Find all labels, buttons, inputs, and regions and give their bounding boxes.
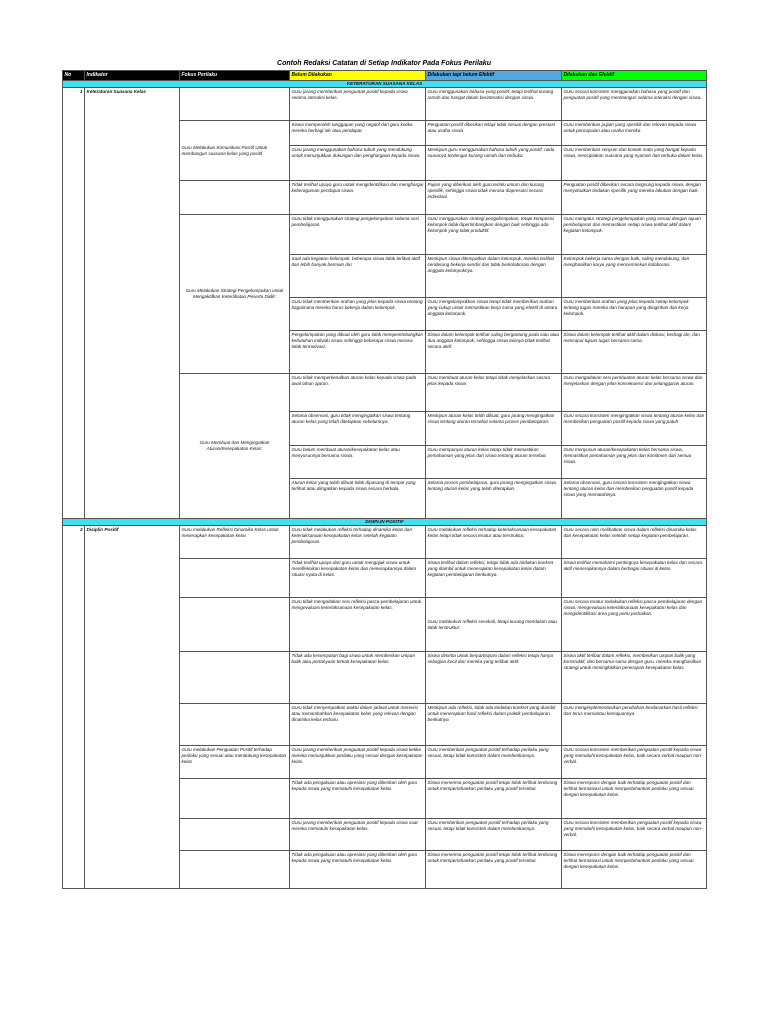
table-cell: Guru mengadakan sesi pembuatan aturan kelas bersama siswa dan menjelaskan dengan jelas konsekuensi dari pelanggaran aturan. [562,374,707,412]
table-cell: Guru memberikan senyum dan kontak mata yang hangat kepada siswa, menciptakan suasana yang nyaman dan terbuka dalam kelas. [562,146,707,181]
table-cell: Siswa menerima penguatan positif tetapi tidak terlihat terdorong untuk mempertahankan perilaku yang positif tersebut. [426,851,562,889]
table-cell: Siswa merespons dengan baik terhadap penguatan positif dan terlihat termotivasi untuk mempertahankan perilaku yang sesuai dengan kesepakatan kelas. [562,851,707,889]
header-row [63,71,707,81]
fokus-cell [180,181,290,215]
table-cell: Meskipun aturan kelas telah dibuat, guru jarang mengingatkan siswa tentang aturan tersebut selama proses pembelajaran. [426,412,562,446]
fokus-cell: Guru melakukan Refleksi Dinamika Kelas untuk menerapkan kesepakatan kelas [180,526,290,559]
table-cell: Guru memberikan penguatan positif terhadap perilaku yang sesuai, tetapi tidak konsisten dalam memberikannya. [426,819,562,851]
section-band-2 [63,519,707,526]
table-cell: Siswa diminta untuk berpartisipasi dalam refleksi tetapi hanya sebagian kecil dari mereka yang terlibat aktif. [426,652,562,704]
table-cell: Guru memberikan arahan yang jelas kepada setiap kelompok tentang tugas mereka dan harapan yang diinginkan dari kerja kelompok. [562,298,707,331]
fokus-cell [180,851,290,889]
fokus-cell [180,559,290,598]
fokus-cell [180,652,290,704]
table-cell: Guru menyusun aturan/kesepakatan kelas bersama siswa, memastikan pemahaman yang jelas dan komitmen dari semua siswa. [562,446,707,479]
section-band-label: DISIPLIN POSITIF [63,519,707,526]
table-cell: Guru secara konsisten memberikan penguatan positif kepada siswa yang mematuhi kesepakatan kelas, baik secara verbal maupun non-verbal. [562,819,707,851]
table-cell: Guru melakukan refleksi sesekali, tetapi kurang mendalam atau tidak terstruktur. [426,598,562,652]
indikator-cell: Disiplin Positif [85,526,180,889]
table-row [63,526,707,559]
table-cell: Siswa dalam kelompok terlihat saling bergantung pada satu atau dua anggota kelompok, sehingga siswa lainnya tidak terlibat secara aktif. [426,331,562,374]
table-cell: Selama observasi, guru tidak mengingatkan siswa tentang aturan kelas yang telah ditetapkan sebelumnya. [290,412,426,446]
fokus-cell [180,88,290,121]
table-cell: Guru jarang menggunakan bahasa tubuh yang mendukung untuk menunjukkan dukungan dan penghargaan kepada siswa. [290,146,426,181]
table-cell: Guru secara konsisten menggunakan bahasa yang positif dan penguatan positif yang membangun selama interaksi dengan siswa. [562,88,707,121]
table-cell: Siswa terlibat dalam refleksi, tetapi tidak ada tindakan konkret yang diambil untuk menerapkan kesepakatan kelas dalam kegiatan pembelajaran berikutnya. [426,559,562,598]
table-cell: Guru tidak menyempatkan waktu dalam jadwal untuk merevisi atau menambahkan kesepakatan kelas yang relevan dengan dinamika kelas terbaru. [290,704,426,746]
table-cell: Siswa menerima penguatan positif tetapi tidak terlihat terdorong untuk mempertahankan perilaku yang positif tersebut. [426,779,562,819]
table-row [63,88,707,121]
fokus-cell [180,819,290,851]
table-cell: Guru menggunakan strategi pengelompokan, tetapi komposisi kelompok tidak dipertimbangkan dengan baik sehingga ada kelompok yang tidak produktif. [426,215,562,255]
fokus-cell [180,704,290,746]
table-cell: Guru secara teratur melakukan refleksi pasca-pembelajaran dengan siswa, mengevaluasi keterlaksanaan kesepakatan kelas dan mengidentifikasi area yang perlu perbaikan. [562,598,707,652]
table-cell: Guru mengatur strategi pengelompokan yang sesuai dengan tujuan pembelajaran dan memastikan setiap siswa terlibat aktif dalam kegiatan kelompok. [562,215,707,255]
table-cell: Siswa memperoleh tanggapan yang negatif dari guru ketika mereka berbagi ide atau pendapat. [290,121,426,146]
fokus-cell [180,779,290,819]
table-cell: Siswa dalam kelompok terlihat aktif dalam diskusi, berbagi ide, dan mencapai tujuan tugas bersama-sama. [562,331,707,374]
table-cell: Guru membuat aturan kelas tetapi tidak menjelaskan secara jelas kepada siswa [426,374,562,412]
table-cell: Pujian yang diberikan oleh guru terlalu umum dan kurang spesifik, sehingga siswa tidak merasa diapresiasi secara individual. [426,181,562,215]
table-cell: Pengelompokan yang dibuat oleh guru tidak mempertimbangkan kebutuhan individu siswa sehingga beberapa siswa merasa tidak termotivasi. [290,331,426,374]
table-cell: Aturan kelas yang telah dibuat tidak dipasang di tempat yang terlihat atau diingatkan kepada siswa secara berkala. [290,479,426,519]
table-cell: Guru belum membuat aturan/kesepakatan kelas atau menyusunnya bersama siswa. [290,446,426,479]
table-cell: Saat ada kegiatan kelompok, beberapa siswa tidak terlibat aktif dan lebih banyak bermain diri. [290,255,426,298]
table-cell: Guru memberikan pujian yang spesifik dan relevan kepada siswa untuk pencapaian atau usaha mereka [562,121,707,146]
header-indikator: Indikator [85,71,180,81]
table-cell: Guru secara konsisten mengingatkan siswa tentang aturan kelas dan memberikan penguatan positif kepada siswa yang patuh [562,412,707,446]
rubric-table [62,70,707,889]
section-band-1 [63,81,707,88]
table-cell: Meskipun ada refleksi, tidak ada tindakan konkret yang diambil untuk menerapkan hasil refleksi dalam praktik pembelajaran berikutnya [426,704,562,746]
table-cell: Penguatan positif diberikan secara langsung kepada siswa, dengan menyebutkan tindakan spesifik yang mereka lakukan dengan baik. [562,181,707,215]
row-number: 2 [63,526,85,889]
table-cell: Guru melakukan refleksi terhadap keterlaksanaan kesepakatan kelas tetapi tidak secara teratur atau terstruktur. [426,526,562,559]
fokus-cell [180,598,290,652]
table-cell: Meskipun siswa ditempatkan dalam kelompok, mereka terlihat cenderung bekerja sendiri dan tidak berkolaborasi dengan anggota kelompoknya. [426,255,562,298]
table-cell: Guru mengelompokkan siswa tetapi tidak memberikan arahan yang cukup untuk memastikan kerja sama yang efektif di antara anggota kelompok. [426,298,562,331]
header-no: No [63,71,85,81]
table-cell: Tidak terlihat upaya dari guru untuk mengajak siswa untuk merefleksikan kesepakatan kelas dan menerapkannya dalam situasi nyata di kelas. [290,559,426,598]
table-cell: Guru memberikan penguatan positif terhadap perilaku yang sesuai, tetapi tidak konsisten dalam memberikannya. [426,746,562,779]
header-belum: Belum Dilakukan [290,71,426,81]
table-cell: Guru jarang memberikan penguatan positif kepada siswa saat mereka mematuhi kesepakatan kelas. [290,819,426,851]
table-cell: Tidak terlihat upaya guru untuk mengidentifikasi dan menghargai keberagaman pendapat siswa. [290,181,426,215]
indikator-cell: Keteraturan Suasana Kelas [85,88,180,519]
table-cell: Guru jarang memberikan penguatan positif kepada siswa selama interaksi kelas. [290,88,426,121]
table-cell: Siswa terlihat memahami pentingnya kesepakatan kelas dan secara aktif menerapkannya dalam berbagai situasi di kelas. [562,559,707,598]
table-cell: Selama observasi, guru secara konsisten mengingatkan siswa tentang aturan kelas dan memberikan penguatan positif kepada siswa yang mematuhinya. [562,479,707,519]
table-cell: Guru secara rutin melibatkan siswa dalam refleksi dinamika kelas dan kesepakatan kelas setelah setiap kegiatan pembelajaran. [562,526,707,559]
table-cell: Guru menggunakan bahasa yang positif, tetapi terlihat kurang ramah dan hangat dalam berinteraksi dengan siswa. [426,88,562,121]
table-cell: Selama proses pembelajaran, guru jarang mengingatkan siswa tentang aturan kelas yang telah ditetapkan. [426,479,562,519]
table-cell: Siswa merespons dengan baik terhadap penguatan positif dan terlihat termotivasi untuk mempertahankan perilaku yang sesuai dengan kesepakatan kelas. [562,779,707,819]
table-cell: Tidak ada pengakuan atau apresiasi yang diberikan oleh guru kepada siswa yang mematuhi kesepakatan kelas. [290,851,426,889]
table-cell: Tidak ada kesempatan bagi siswa untuk memberikan umpan balik atau pertanyaan terkait kesepakatan kelas. [290,652,426,704]
document-sheet [62,58,706,889]
header-fokus: Fokus Perilaku [180,71,290,81]
row-number: 1 [63,88,85,519]
table-cell: Guru tidak memberikan arahan yang jelas kepada siswa tentang bagaimana mereka harus bekerja dalam kelompok. [290,298,426,331]
table-cell: Kelompok bekerja sama dengan baik, saling mendukung, dan menghasilkan karya yang mencerminkan kolaborasi. [562,255,707,298]
table-cell: Tidak ada pengakuan atau apresiasi yang diberikan oleh guru kepada siswa yang mematuhi kesepakatan kelas. [290,779,426,819]
table-cell: Guru jarang memberikan penguatan positif kepada siswa ketika mereka menunjukkan perilaku yang sesuai dengan kesepakatan kelas. [290,746,426,779]
fokus-cell: Guru Melakukan Strategi Pengelompokan untuk Mengaktifkan Keterlibatan Peserta Didik: [180,215,290,374]
table-cell: Penguatan positif diberikan tetapi tidak sesuai dengan prestasi atau usaha siswa [426,121,562,146]
table-cell: Guru tidak memperkenalkan aturan kelas kepada siswa pada awal tahun ajaran. [290,374,426,412]
table-cell: Guru tidak menggunakan strategi pengelompokan selama sesi pembelajaran. [290,215,426,255]
table-cell: Meskipun guru menggunakan bahasa tubuh yang positif, nada suaranya terdengar kurang ramah dan terbuka. [426,146,562,181]
fokus-cell: Guru Melakukan Komunikasi Positif Untuk membangun suasana kelas yang positif [180,121,290,181]
table-cell: Guru tidak melakukan refleksi terhadap dinamika kelas dan keterlaksanaan kesepakatan kelas setelah kegiatan pembelajaran. [290,526,426,559]
table-cell: Siswa aktif terlibat dalam refleksi, memberikan umpan balik yang konstruktif, dan bersama-sama dengan guru, mereka menghasilkan strategi untuk meningkatkan penerapan kesepakatan kelas. [562,652,707,704]
table-cell: Guru mengimplementasikan perubahan berdasarkan hasil refleksi dan terus memantau kemajuannya. [562,704,707,746]
table-cell: Guru mempunyai aturan kelas tetapi tidak memastikan pemahaman yang jelas dari siswa tentang aturan tersebut. [426,446,562,479]
table-cell: Guru tidak mengadakan sesi refleksi pasca-pembelajaran untuk mengevaluasi keterlaksanaan kesepakatan kelas. [290,598,426,652]
header-belum-efektif: Dilakukan tapi belum Efektif [426,71,562,81]
table-cell: Guru secara konsisten memberikan penguatan positif kepada siswa yang mematuhi kesepakatan kelas, baik secara verbal maupun non-verbal. [562,746,707,779]
document-title: Contoh Redaksi Catatan di Setiap Indikator Pada Fokus Perilaku [277,60,491,67]
section-band-label: KETERATURAN SUASANA KELAS [63,81,707,88]
fokus-cell: Guru Membuat dan Mengingatkan Aturan/Kesepakatan Kelas: [180,374,290,519]
header-efektif: Dilakukan dan Efektif [562,71,707,81]
fokus-cell: Guru melakukan Penguatan Positif terhadap perilaku yang sesuai atau mendukung kesepakatan kelas [180,746,290,779]
